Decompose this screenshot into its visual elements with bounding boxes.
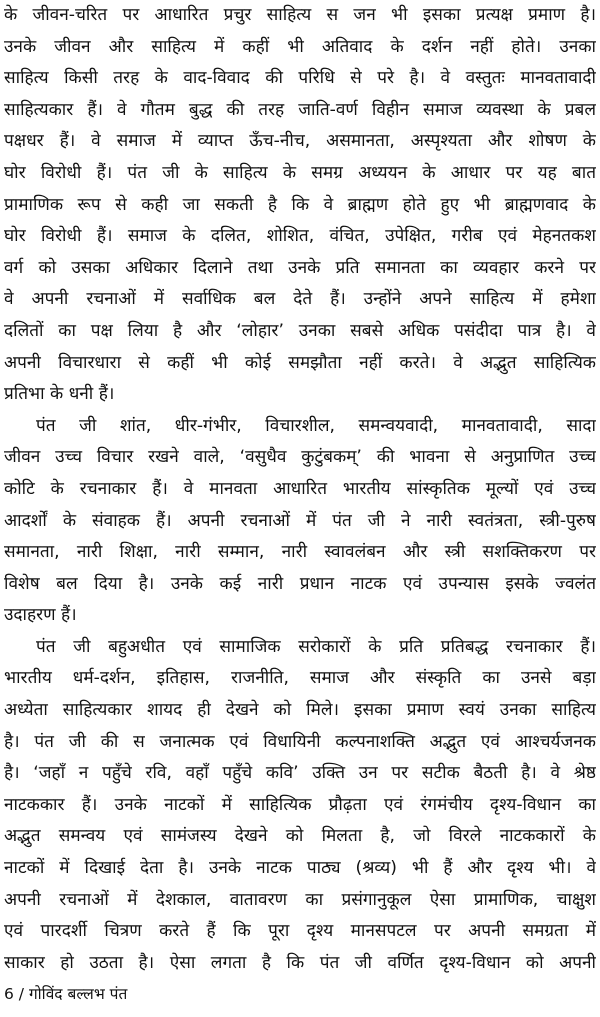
text-line: नाटककार हैं। उनके नाटकों में साहित्यिक प्रौढ़ता एवं रंगमंचीय दृश्य-विधान का: [4, 794, 596, 815]
text-line: साहित्यकार हैं। वे गौतम बुद्ध की तरह जाति-वर्ण विहीन समाज व्यवस्था के प्रबल: [4, 99, 596, 120]
text-line: अद्भुत समन्वय एवं सामंजस्य देखने को मिलता है, जो विरले नाटककारों के: [4, 826, 596, 847]
text-line: वे अपनी रचनाओं में सर्वाधिक बल देते हैं। उन्होंने अपने साहित्य में हमेशा: [4, 289, 596, 310]
page-footer: 6 / गोविंद बल्लभ पंत: [4, 985, 128, 1003]
text-line: पक्षधर हैं। वे समाज में व्याप्त ऊँच-नीच, असमानता, अस्पृश्यता और शोषण के: [4, 131, 596, 152]
text-line: एवं पारदर्शी चित्रण करते हैं कि पूरा दृश्य मानसपटल पर अपनी समग्रता में: [4, 921, 596, 942]
text-line: आदर्शों के संवाहक हैं। अपनी रचनाओं में पंत जी ने नारी स्वतंत्रता, स्त्री-पुरुष: [4, 510, 596, 531]
text-line: प्रामाणिक रूप से कही जा सकती है कि वे ब्राह्मण होते हुए भी ब्राह्मणवाद के: [4, 194, 596, 215]
paragraph-end-line: प्रतिभा के धनी हैं।: [4, 384, 115, 405]
paragraph-start-line: पंत जी शांत, धीर-गंभीर, विचारशील, समन्वयवादी, मानवतावादी, सादा: [36, 415, 596, 436]
book-page: [4, 0, 596, 1017]
paragraph-end-line: उदाहरण हैं।: [4, 605, 77, 626]
text-line: अपनी विचारधारा से कहीं भी कोई समझौता नहीं करते। वे अद्भुत साहित्यिक: [4, 352, 596, 373]
text-line: उनके जीवन और साहित्य में कहीं भी अतिवाद के दर्शन नहीं होते। उनका: [4, 36, 596, 57]
text-line: साकार हो उठता है। ऐसा लगता है कि पंत जी वर्णित दृश्य-विधान को अपनी: [4, 952, 596, 973]
body-text: [4, 0, 596, 979]
text-line: है। ‘जहाँ न पहुँचे रवि, वहाँ पहुँचे कवि’ उक्ति उन पर सटीक बैठती है। वे श्रेष्ठ: [4, 763, 596, 784]
text-line: दलितों का पक्ष लिया है और ‘लोहार’ उनका सबसे अधिक पसंदीदा पात्र है। वे: [4, 320, 596, 341]
text-line: अध्येता साहित्यकार शायद ही देखने को मिले। इसका प्रमाण स्वयं उनका साहित्य: [4, 700, 596, 721]
text-line: साहित्य किसी तरह के वाद-विवाद की परिधि से परे है। वे वस्तुतः मानवतावादी: [4, 68, 596, 89]
text-line: कोटि के रचनाकार हैं। वे मानवता आधारित भारतीय सांस्कृतिक मूल्यों एवं उच्च: [4, 478, 596, 499]
text-line: अपनी रचनाओं में देशकाल, वातावरण का प्रसंगानुकूल ऐसा प्रामाणिक, चाक्षुश: [4, 889, 596, 910]
text-line: नाटकों में दिखाई देता है। उनके नाटक पाठ्य (श्रव्य) भी हैं और दृश्य भी। वे: [4, 858, 596, 879]
paragraph-start-line: पंत जी बहुअधीत एवं सामाजिक सरोकारों के प्रति प्रतिबद्ध रचनाकार हैं।: [36, 636, 596, 657]
text-line: के जीवन-चरित पर आधारित प्रचुर साहित्य स जन भी इसका प्रत्यक्ष प्रमाण है।: [4, 5, 596, 25]
text-line: विशेष बल दिया है। उनके कई नारी प्रधान नाटक एवं उपन्यास इसके ज्वलंत: [4, 573, 596, 594]
text-line: समानता, नारी शिक्षा, नारी सम्मान, नारी स्वावलंबन और स्त्री सशक्तिकरण पर: [4, 542, 596, 563]
text-line: भारतीय धर्म-दर्शन, इतिहास, राजनीति, समाज और संस्कृति का उनसे बड़ा: [4, 668, 596, 689]
text-line: घोर विरोधी हैं। समाज के दलित, शोशित, वंचित, उपेक्षित, गरीब एवं मेहनतकश: [4, 226, 596, 247]
text-line: जीवन उच्च विचार रखने वाले, ‘वसुधैव कुटुंबकम्’ की भावना से अनुप्राणित उच्च: [4, 447, 596, 468]
text-line: घोर विरोधी हैं। पंत जी के साहित्य के समग्र अध्ययन के आधार पर यह बात: [4, 162, 596, 183]
text-line: वर्ग को उसका अधिकार दिलाने तथा उनके प्रति समानता का व्यवहार करने पर: [4, 257, 596, 278]
text-line: है। पंत जी की स जनात्मक एवं विधायिनी कल्पनाशक्ति अद्भुत एवं आश्चर्यजनक: [4, 731, 596, 752]
